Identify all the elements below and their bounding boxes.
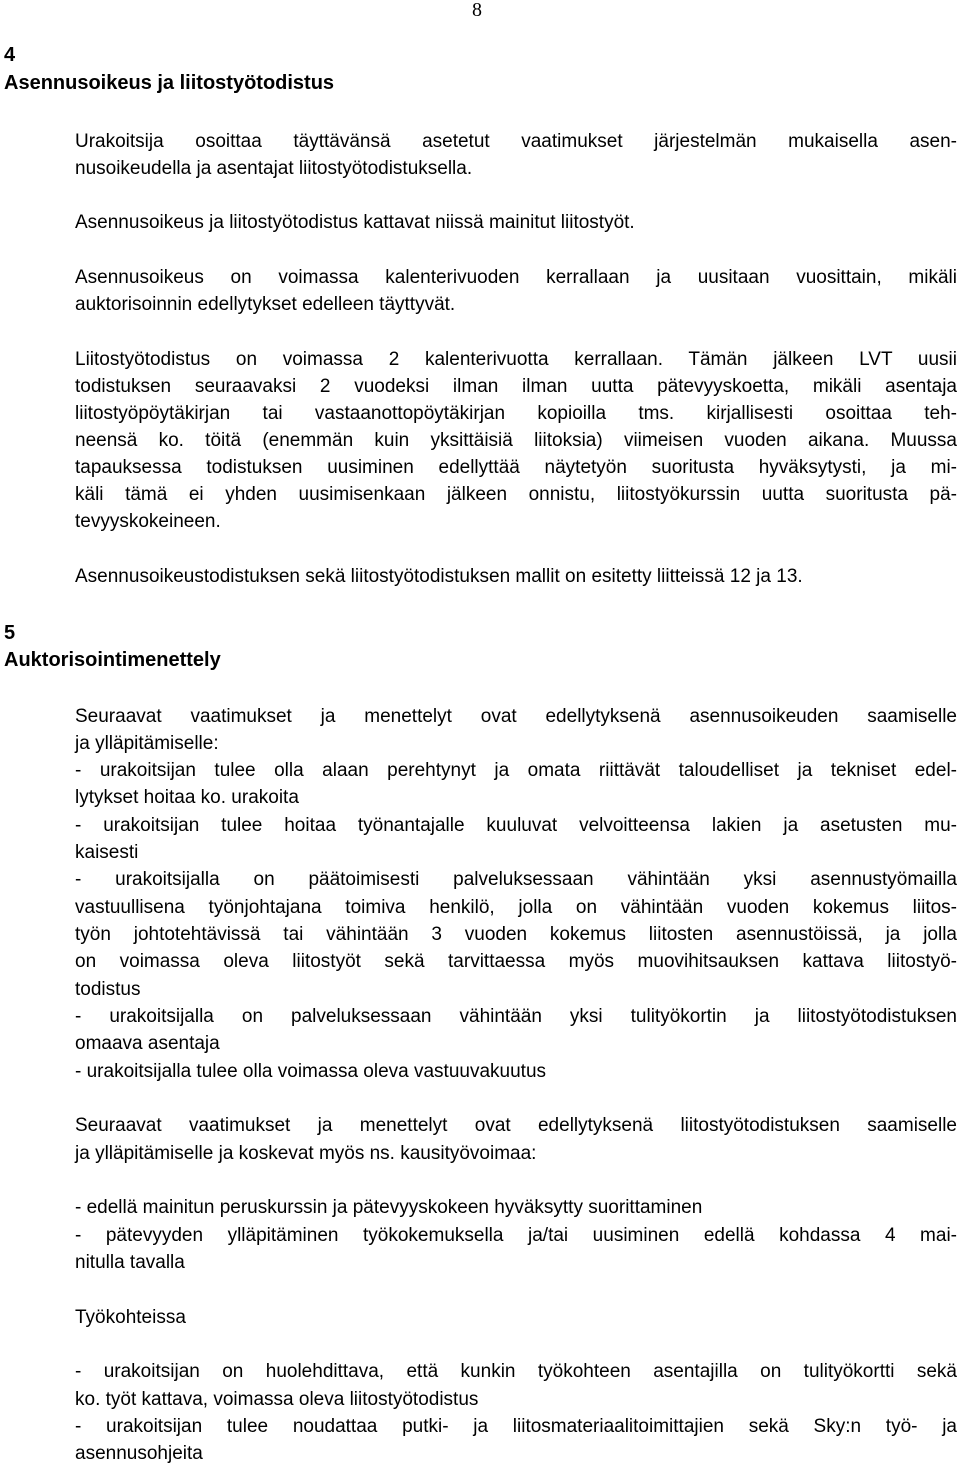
text-line: nusoikeudella ja asentajat liitostyötodistuksella. — [75, 158, 473, 179]
text-line: Asennusoikeustodistuksen sekä liitostyötodistuksen mallit on esitetty liitteissä 12 ja 13. — [75, 566, 803, 587]
text-line: liitostyöpöytäkirjan tai vastaanottopöytäkirjan kopioilla tms. kirjallisesti osoittaa teh- — [75, 403, 957, 424]
list-item-line: - urakoitsijalla on palveluksessaan vähintään yksi tulityökortin ja liitostyötodistuksen — [75, 1006, 957, 1027]
list-item-line: - urakoitsijan on huolehdittava, että kunkin työkohteen asentajilla on tulityökortti sekä — [75, 1361, 957, 1382]
text-line: Seuraavat vaatimukset ja menettelyt ovat edellytyksenä liitostyötodistuksen saamiselle — [75, 1115, 957, 1136]
text-line: Liitostyötodistus on voimassa 2 kalenterivuotta kerrallaan. Tämän jälkeen LVT uusii — [75, 349, 957, 370]
list-item-line: omaava asentaja — [75, 1033, 220, 1054]
list-item-line: - urakoitsijalla on päätoimisesti palveluksessaan vähintään yksi asennustyömailla — [75, 869, 957, 890]
text-line: Työkohteissa — [75, 1307, 186, 1328]
text-line: ja ylläpitämiselle: — [75, 733, 219, 754]
list-item-line: työn johtotehtävissä tai vähintään 3 vuoden kokemus liitosten asennustöissä, ja jolla — [75, 924, 957, 945]
list-item-line: - urakoitsijalla tulee olla voimassa oleva vastuuvakuutus — [75, 1061, 547, 1082]
section-4-title: Asennusoikeus ja liitostyötodistus — [4, 72, 335, 94]
text-line: tevyyskokeineen. — [75, 511, 221, 532]
list-item-line: on voimassa oleva liitostyöt sekä tarvittaessa myös muovihitsauksen kattava liitostyö- — [75, 951, 957, 972]
text-line: todistuksen seuraavaksi 2 vuodeksi ilman ilman uutta pätevyyskoetta, mikäli asentaja — [75, 376, 957, 397]
section-5-number: 5 — [4, 622, 16, 644]
section-5-title: Auktorisointimenettely — [4, 649, 221, 671]
section-4-number: 4 — [4, 44, 16, 66]
text-line: Seuraavat vaatimukset ja menettelyt ovat edellytyksenä asennusoikeuden saamiselle — [75, 706, 957, 727]
text-line: auktorisoinnin edellytykset edelleen täyttyvät. — [75, 294, 456, 315]
text-line: ja ylläpitämiselle ja koskevat myös ns. kausityövoimaa: — [75, 1143, 537, 1164]
list-item-line: asennusohjeita — [75, 1443, 203, 1464]
text-line: Asennusoikeus on voimassa kalenterivuoden kerrallaan ja uusitaan vuosittain, mikäli — [75, 267, 957, 288]
text-line: käli tämä ei yhden uusimisenkaan jälkeen onnistu, liitostyökurssin uutta suoritusta pä- — [75, 484, 957, 505]
list-item-line: todistus — [75, 979, 141, 1000]
list-item-line: - urakoitsijan tulee olla alaan perehtynyt ja omata riittävät taloudelliset ja tekniset edel- — [75, 760, 957, 781]
list-item-line: - pätevyyden ylläpitäminen työkokemuksella ja/tai uusiminen edellä kohdassa 4 mai- — [75, 1225, 957, 1246]
list-item-line: - urakoitsijan tulee noudattaa putki- ja liitosmateriaalitoimittajien sekä Sky:n työ- ja — [75, 1416, 957, 1437]
text-line: Urakoitsija osoittaa täyttävänsä asetetut vaatimukset järjestelmän mukaisella asen- — [75, 131, 957, 152]
list-item-line: kaisesti — [75, 842, 139, 863]
list-item-line: lytykset hoitaa ko. urakoita — [75, 787, 299, 808]
list-item-line: - edellä mainitun peruskurssin ja pätevyyskokeen hyväksytty suorittaminen — [75, 1197, 703, 1218]
list-item-line: nitulla tavalla — [75, 1252, 185, 1273]
list-item-line: - urakoitsijan tulee hoitaa työnantajalle kuuluvat velvoitteensa lakien ja asetusten mu- — [75, 815, 957, 836]
list-item-line: ko. työt kattava, voimassa oleva liitostyötodistus — [75, 1389, 479, 1410]
list-item-line: vastuullisena työnjohtajana toimiva henkilö, jolla on vähintään vuoden kokemus liitos- — [75, 897, 957, 918]
text-line: tapauksessa todistuksen uusiminen edellyttää näytetyön suoritusta hyväksytysti, ja mi- — [75, 457, 957, 478]
text-line: neensä ko. töitä (enemmän kuin yksittäisiä liitoksia) viimeisen vuoden aikana. Muussa — [75, 430, 957, 451]
text-line: Asennusoikeus ja liitostyötodistus kattavat niissä mainitut liitostyöt. — [75, 212, 635, 233]
page-number: 8 — [472, 0, 482, 21]
